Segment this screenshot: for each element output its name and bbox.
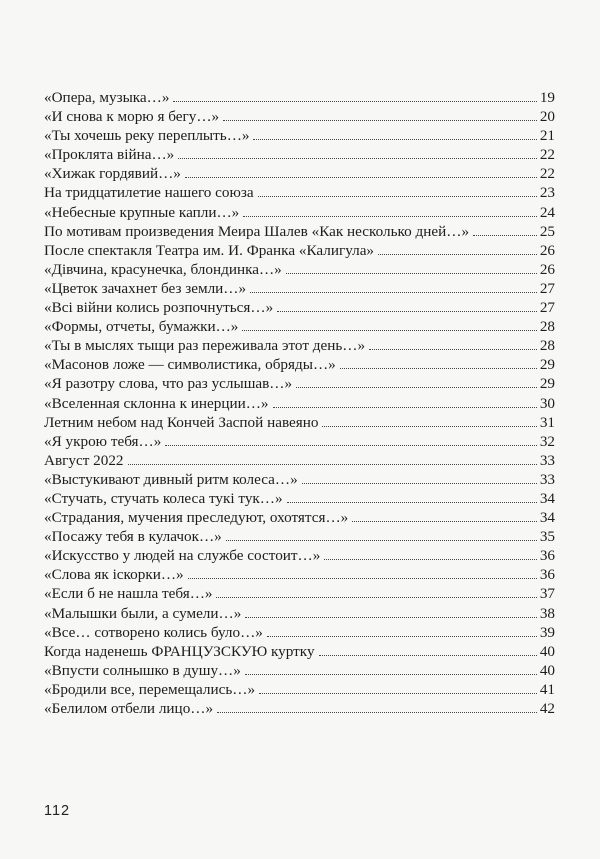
toc-entry-page: 19 <box>539 89 555 106</box>
dot-leader <box>340 367 537 369</box>
toc-entry-title: «Все… сотворено колись було…» <box>44 623 263 641</box>
toc-entry-title: «Ты в мыслях тыщи раз переживала этот день…» <box>44 337 366 355</box>
toc-entry-title: «Малышки были, а сумели…» <box>44 604 242 622</box>
dot-leader <box>242 329 537 331</box>
table-of-contents <box>44 88 555 718</box>
toc-entry-title: «Впусти солнышко в душу…» <box>44 661 241 679</box>
toc-entry <box>44 489 555 508</box>
toc-entry-title: «Масонов ложе — символистика, обряды…» <box>44 356 336 374</box>
dot-leader <box>277 310 537 312</box>
toc-entry-title: «Стучать, стучать колеса тукі тук…» <box>44 489 283 507</box>
toc-entry-page: 36 <box>539 547 555 565</box>
toc-entry-page: 34 <box>539 489 555 507</box>
toc-entry-title: «Вселенная склонна к инерции…» <box>44 394 269 412</box>
toc-entry-title: По мотивам произведения Меира Шалев «Как несколько дней…» <box>44 222 470 240</box>
toc-entry <box>44 413 555 432</box>
toc-entry-title: «Бродили все, перемещались…» <box>44 680 256 698</box>
dot-leader <box>273 406 537 408</box>
toc-entry-title: «Выстукивают дивный ритм колеса…» <box>44 470 298 488</box>
toc-entry-page: 30 <box>539 394 555 412</box>
toc-entry-page: 32 <box>539 432 555 450</box>
toc-entry-title: «Формы, отчеты, бумажки…» <box>44 318 239 336</box>
toc-entry <box>44 222 555 241</box>
toc-entry-title: «Хижак гордявий…» <box>44 165 181 183</box>
dot-leader <box>287 501 537 503</box>
dot-leader <box>296 386 537 388</box>
toc-entry-page: 34 <box>539 509 555 527</box>
toc-entry <box>44 508 555 527</box>
toc-entry <box>44 241 555 260</box>
dot-leader <box>250 291 537 293</box>
dot-leader <box>178 157 537 159</box>
toc-entry-page: 22 <box>539 165 555 183</box>
dot-leader <box>319 654 537 656</box>
toc-entry <box>44 565 555 584</box>
toc-entry-title: На тридцатилетие нашего союза <box>44 184 254 202</box>
toc-entry <box>44 374 555 393</box>
dot-leader <box>352 520 537 522</box>
toc-entry <box>44 355 555 374</box>
dot-leader <box>369 348 537 350</box>
toc-entry-title: Летним небом над Кончей Заспой навеяно <box>44 413 319 431</box>
toc-entry-title: «Если б не нашла тебя…» <box>44 585 213 603</box>
toc-entry-page: 20 <box>539 108 555 126</box>
dot-leader <box>245 673 537 675</box>
toc-entry-page: 23 <box>539 184 555 202</box>
toc-entry <box>44 88 555 107</box>
toc-entry <box>44 604 555 623</box>
toc-entry <box>44 203 555 222</box>
dot-leader <box>324 558 537 560</box>
toc-entry <box>44 298 555 317</box>
toc-entry <box>44 623 555 642</box>
toc-entry-title: «Небесные крупные капли…» <box>44 203 240 221</box>
toc-entry-page: 28 <box>539 318 555 336</box>
dot-leader <box>217 711 537 713</box>
toc-entry-page: 27 <box>539 299 555 317</box>
toc-entry <box>44 584 555 603</box>
dot-leader <box>322 425 537 427</box>
toc-entry <box>44 260 555 279</box>
dot-leader <box>226 539 537 541</box>
dot-leader <box>165 444 537 446</box>
dot-leader <box>223 119 537 121</box>
toc-entry <box>44 527 555 546</box>
toc-entry-title: «Искусство у людей на службе состоит…» <box>44 547 321 565</box>
toc-entry-page: 37 <box>539 585 555 603</box>
toc-entry <box>44 699 555 718</box>
toc-entry-page: 22 <box>539 146 555 164</box>
toc-entry <box>44 317 555 336</box>
toc-entry-title: «Я разотру слова, что раз услышав…» <box>44 375 293 393</box>
toc-entry-title: «И снова к морю я бегу…» <box>44 108 220 126</box>
toc-entry-title: Когда наденешь ФРАНЦУЗСКУЮ куртку <box>44 642 315 660</box>
dot-leader <box>286 272 537 274</box>
toc-entry-page: 39 <box>539 623 555 641</box>
toc-entry-title: «Страдания, мучения преследуют, охотятся…» <box>44 509 349 527</box>
toc-entry-page: 42 <box>539 700 555 717</box>
toc-entry-page: 31 <box>539 413 555 431</box>
toc-entry <box>44 126 555 145</box>
toc-entry-title: «Дівчина, красунечка, блондинка…» <box>44 260 282 278</box>
toc-entry-page: 36 <box>539 566 555 584</box>
toc-entry-page: 29 <box>539 375 555 393</box>
toc-entry <box>44 145 555 164</box>
toc-entry-title: После спектакля Театра им. И. Франка «Калигула» <box>44 241 375 259</box>
toc-entry-title: «Я укрою тебя…» <box>44 432 162 450</box>
toc-entry-page: 25 <box>539 222 555 240</box>
toc-entry-title: «Белилом отбели лицо…» <box>44 700 214 717</box>
toc-entry <box>44 107 555 126</box>
toc-entry-title: «Всі війни колись розпочнуться…» <box>44 299 274 317</box>
dot-leader <box>216 596 537 598</box>
dot-leader <box>245 616 537 618</box>
toc-entry-page: 40 <box>539 661 555 679</box>
toc-entry <box>44 336 555 355</box>
toc-entry-page: 24 <box>539 203 555 221</box>
dot-leader <box>267 635 537 637</box>
dot-leader <box>473 234 537 236</box>
toc-entry-title: «Цветок зачахнет без земли…» <box>44 279 247 297</box>
toc-entry <box>44 470 555 489</box>
dot-leader <box>185 176 537 178</box>
toc-entry-page: 38 <box>539 604 555 622</box>
toc-entry <box>44 183 555 202</box>
toc-entry-page: 26 <box>539 260 555 278</box>
dot-leader <box>253 138 537 140</box>
toc-entry-title: Август 2022 <box>44 451 124 469</box>
toc-entry-title: «Проклята війна…» <box>44 146 175 164</box>
toc-entry <box>44 279 555 298</box>
dot-leader <box>378 253 537 255</box>
dot-leader <box>258 195 537 197</box>
dot-leader <box>259 692 537 694</box>
dot-leader <box>302 482 537 484</box>
dot-leader <box>243 215 537 217</box>
dot-leader <box>188 577 537 579</box>
toc-entry <box>44 680 555 699</box>
toc-entry-title: «Слова як іскорки…» <box>44 566 184 584</box>
toc-entry-page: 27 <box>539 279 555 297</box>
toc-entry-page: 33 <box>539 470 555 488</box>
toc-entry <box>44 546 555 565</box>
toc-entry-page: 26 <box>539 241 555 259</box>
toc-entry-page: 33 <box>539 451 555 469</box>
toc-entry-page: 41 <box>539 680 555 698</box>
toc-entry-page: 40 <box>539 642 555 660</box>
dot-leader <box>173 100 537 102</box>
toc-entry-page: 28 <box>539 337 555 355</box>
toc-entry <box>44 432 555 451</box>
toc-entry-page: 29 <box>539 356 555 374</box>
page-number: 112 <box>44 803 71 819</box>
dot-leader <box>128 463 537 465</box>
toc-entry-title: «Ты хочешь реку переплыть…» <box>44 127 250 145</box>
toc-entry <box>44 661 555 680</box>
toc-entry <box>44 394 555 413</box>
toc-entry <box>44 451 555 470</box>
toc-entry-title: «Посажу тебя в кулачок…» <box>44 528 222 546</box>
toc-entry-page: 21 <box>539 127 555 145</box>
toc-entry-title: «Опера, музыка…» <box>44 89 170 106</box>
toc-entry <box>44 642 555 661</box>
toc-entry <box>44 164 555 183</box>
toc-entry-page: 35 <box>539 528 555 546</box>
